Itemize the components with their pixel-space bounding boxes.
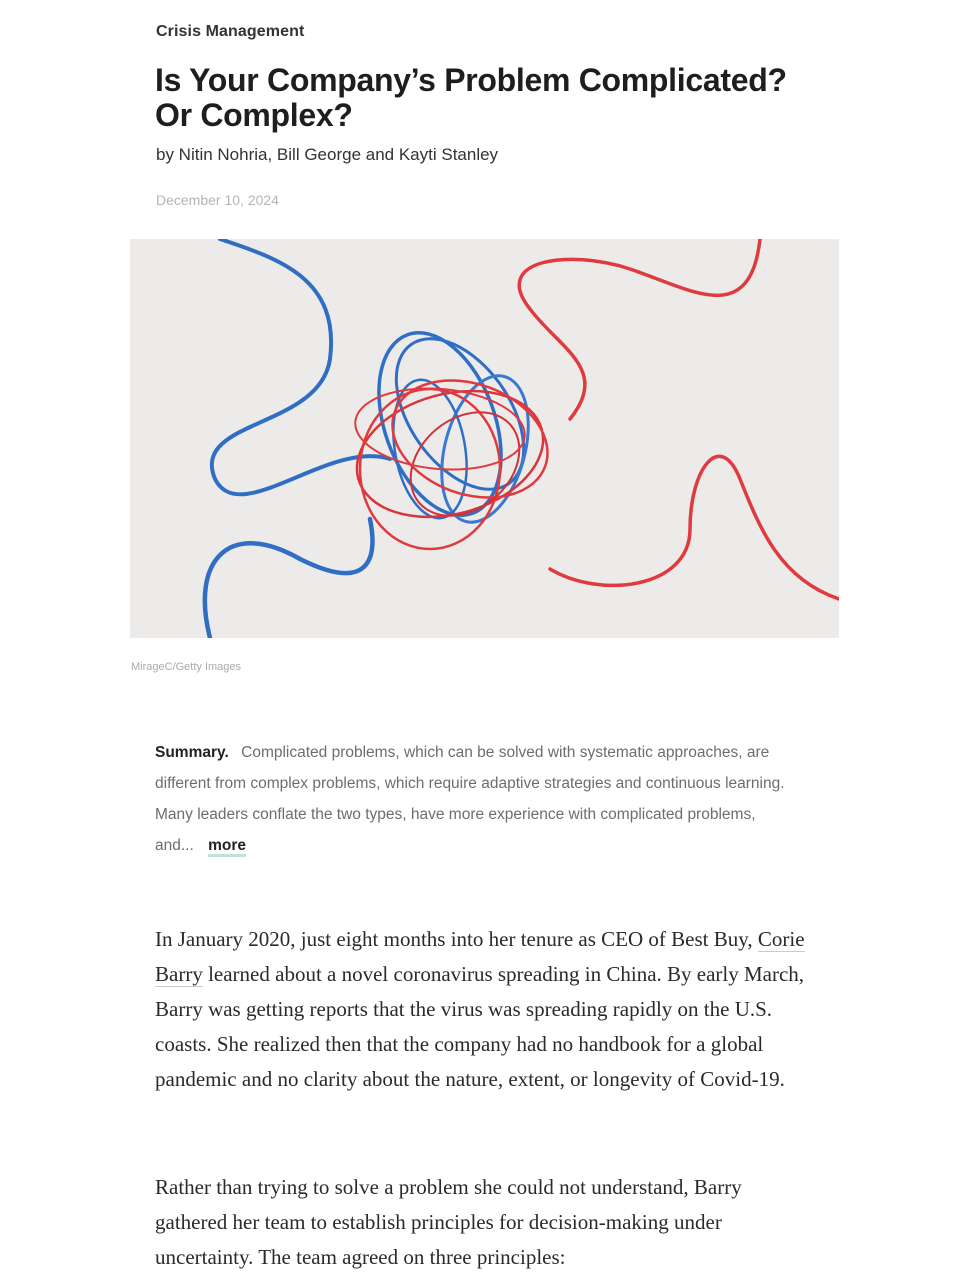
summary-more-link[interactable]: more <box>208 837 246 857</box>
byline: by Nitin Nohria, Bill George and Kayti Stanley <box>156 145 499 164</box>
article-title: Is Your Company’s Problem Complicated? Or Complex? <box>155 62 787 133</box>
summary-label: Summary. <box>155 744 229 761</box>
body-paragraph-2: Rather than trying to solve a problem she could not understand, Barry gathered her team to establish principles for decision-making under uncertainty. The team agreed on three principles: <box>155 1175 742 1269</box>
body-paragraph-1 <box>155 922 815 1097</box>
paragraph-text: learned about a novel coronavirus spreading in China. By early March, Barry was getting reports that the virus was spreading rapidly on the U.S. coasts. She realized then that the company had no handbook for a global pandemic and no clarity about the nature, extent, or longevity of Covid-19. <box>155 962 805 1091</box>
hero-image <box>130 239 839 638</box>
paragraph-text: In January 2020, just eight months into her tenure as CEO of Best Buy, <box>155 927 758 951</box>
topic-link[interactable]: Crisis Management <box>156 23 305 40</box>
summary-text: Complicated problems, which can be solved with systematic approaches, are different from complex problems, which require adaptive strategies and continuous learning. Many leaders conflate the two types, have more experience with complicated problems, and... <box>155 744 785 854</box>
tangled-cords-illustration <box>130 239 839 638</box>
publish-date: December 10, 2024 <box>156 192 279 208</box>
corie-barry-link[interactable]: Corie Barry <box>155 927 805 986</box>
image-credit: MirageC/Getty Images <box>131 661 242 673</box>
article-summary <box>155 737 795 861</box>
